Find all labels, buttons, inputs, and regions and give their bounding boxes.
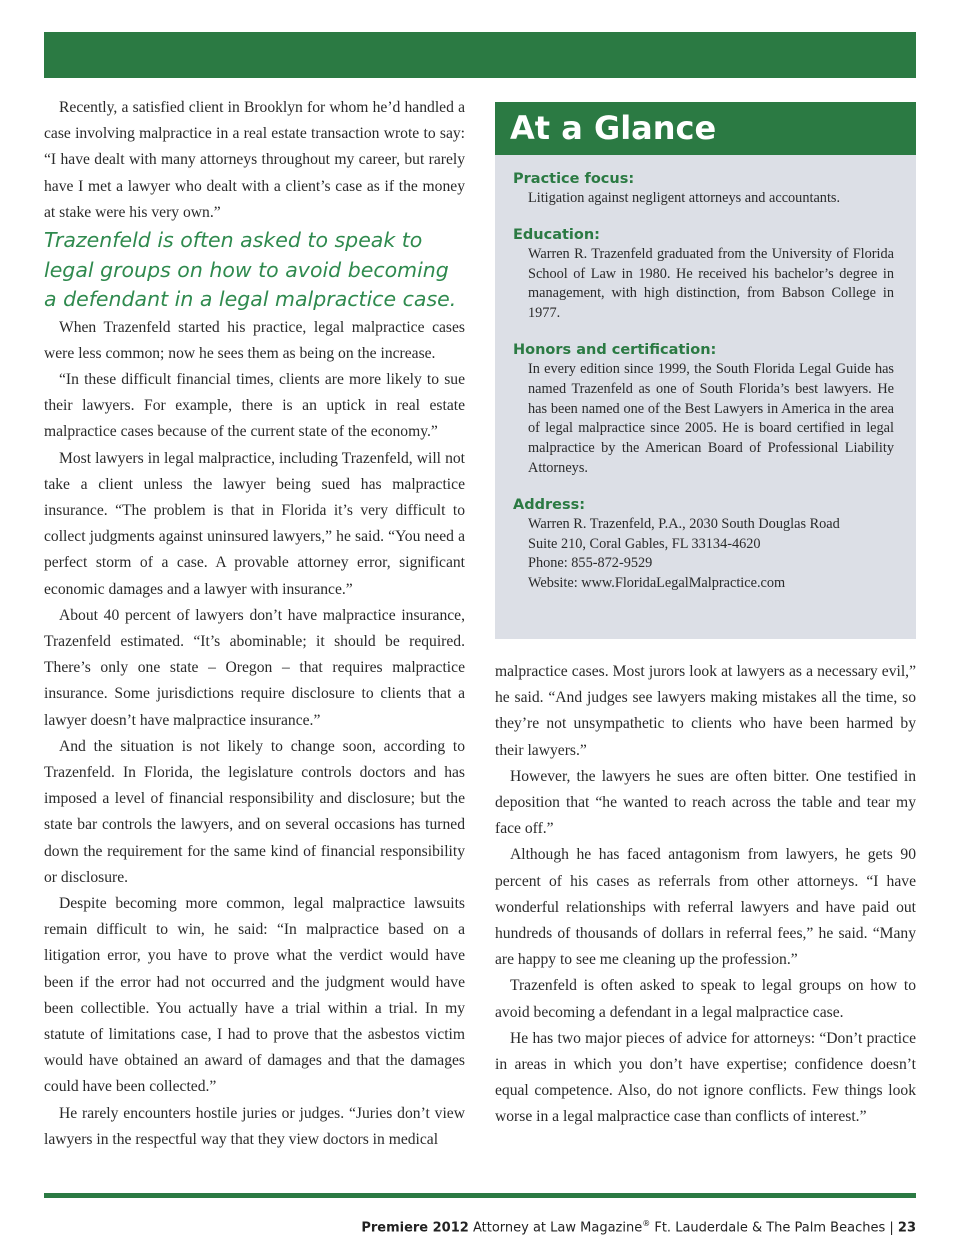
left-article-column — [44, 95, 465, 1153]
education-text: Warren R. Trazenfeld graduated from the University of Florida School of Law in 1980. He received his bachelor’s degree in management, with high distinction, from Babson College in 1977. — [528, 245, 894, 322]
address-line-1: Warren R. Trazenfeld, P.A., 2030 South Douglas Road — [528, 515, 840, 532]
footer-magazine: Attorney at Law Magazine — [472, 1220, 643, 1236]
phone-number: Phone: 855-872-9529 — [528, 555, 653, 572]
article-paragraph: Trazenfeld is often asked to speak to legal groups on how to avoid becoming a defendant in a legal malpractice case. — [495, 977, 916, 1021]
footer-green-rule — [44, 1193, 916, 1198]
article-paragraph: Despite becoming more common, legal malpractice lawsuits remain difficult to win, he said: “In malpractice based on a litigation error, you have to prove what the verdict would have been if the error had not occurred and the judgment would have been collectible. You actually have a trial within a trial. In my statute of limitations case, I had to prove that the asbestos victim would have obtained an award of damages and that the damages could have been collected.” — [44, 894, 465, 1096]
article-paragraph: When Trazenfeld started his practice, legal malpractice cases were less common; now he sees them as being on the increase. — [44, 318, 465, 362]
education-heading: Education: — [513, 226, 600, 243]
article-paragraph: Although he has faced antagonism from lawyers, he gets 90 percent of his cases as referrals from other attorneys. “I have wonderful relationships with referral lawyers and have paid out hundreds of thousands of dollars in referral fees,” he said. “Many are happy to see me cleaning up the profession.” — [495, 846, 916, 969]
page-number: 23 — [897, 1220, 916, 1236]
address-line-2: Suite 210, Coral Gables, FL 33134-4620 — [528, 535, 761, 552]
article-paragraph: “In these difficult financial times, clients are more likely to sue their lawyers. For example, there is an uptick in real estate malpractice cases because of the current state of the economy.” — [44, 370, 465, 441]
footer-edition: Ft. Lauderdale & The Palm Beaches — [654, 1220, 886, 1236]
at-a-glance-title: At a Glance — [495, 102, 916, 155]
address-heading: Address: — [513, 496, 586, 513]
article-paragraph: malpractice cases. Most jurors look at lawyers as a necessary evil,” he said. “And judges see lawyers making mistakes all the time, so they’re not unsympathetic to clients who have been harmed by their lawyers.” — [495, 663, 916, 759]
pull-quote: Trazenfeld is often asked to speak to legal groups on how to avoid becoming a defendant in a legal malpractice case. — [44, 228, 457, 312]
article-paragraph: He rarely encounters hostile juries or judges. “Juries don’t view lawyers in the respectful way that they view doctors in medical — [44, 1104, 465, 1148]
honors-text: In every edition since 1999, the South Florida Legal Guide has named Trazenfeld as one of South Florida’s best lawyers. He has been named one of the Best Lawyers in America in the area of legal malpractice since 2005. He is board certified in legal malpractice by the American Board of Professional Liability Attorneys. — [528, 360, 894, 476]
header-green-bar — [44, 32, 916, 78]
page-footer — [361, 1219, 916, 1235]
article-paragraph: However, the lawyers he sues are often bitter. One testified in deposition that “he wanted to reach across the table and tear my face off.” — [495, 767, 916, 838]
article-paragraph: About 40 percent of lawyers don’t have malpractice insurance, Trazenfeld estimated. “It’s abominable; it should be required. There’s only one state – Oregon – that requires malpractice insurance. Some jurisdictions require disclosure to clients that a lawyer doesn’t have malpractice insurance.” — [44, 606, 465, 729]
practice-focus-heading: Practice focus: — [513, 171, 635, 187]
honors-heading: Honors and certification: — [513, 341, 717, 358]
footer-issue: Premiere 2012 — [361, 1220, 469, 1236]
website-link[interactable]: Website: www.FloridaLegalMalpractice.com — [528, 575, 786, 592]
article-paragraph: He has two major pieces of advice for attorneys: “Don’t practice in areas in which you don’t have expertise; confidence doesn’t equal competence. Also, do not ignore conflicts. Few things look worse in a legal malpractice case than conflicts of interest.” — [495, 1029, 916, 1126]
right-article-column — [495, 659, 916, 1131]
article-paragraph: And the situation is not likely to change soon, according to Trazenfeld. In Florida, the legislature controls doctors and has imposed a level of financial responsibility and disclosure; but the state bar controls the lawyers, and on several occasions has turned down the requirement for the same kind of financial responsibility or disclosure. — [44, 737, 465, 886]
at-a-glance-sidebar — [495, 102, 916, 639]
footer-registered-mark: ® — [642, 1219, 651, 1228]
article-paragraph: Recently, a satisfied client in Brooklyn for whom he’d handled a case involving malpractice in a real estate transaction wrote to say: “I have dealt with many attorneys throughout my career, but rarely have I met a lawyer who dealt with a client’s case as if the money at stake were his very own.” — [44, 99, 465, 221]
address-block — [528, 515, 894, 594]
article-paragraph: Most lawyers in legal malpractice, including Trazenfeld, will not take a client unless the lawyer being sued has malpractice insurance. “The problem is that in Florida it’s very difficult to collect judgments against uninsured lawyers,” he said. “You need a perfect storm of a case. A provable attorney error, significant economic damages and a lawyer with insurance.” — [44, 449, 465, 598]
practice-focus-text: Litigation against negligent attorneys and accountants. — [528, 190, 841, 206]
footer-separator: | — [889, 1220, 894, 1236]
